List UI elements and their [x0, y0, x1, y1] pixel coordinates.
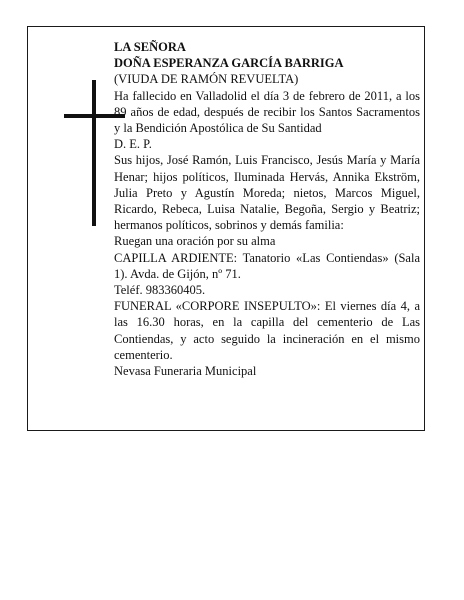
- chapel-info: CAPILLA ARDIENTE: Tanatorio «Las Contiendas» (Sala 1). Avda. de Gijón, nº 71.: [114, 250, 420, 281]
- phone-number: Teléf. 983360405.: [114, 283, 206, 298]
- death-notice-paragraph: Ha fallecido en Valladolid el día 3 de febrero de 2011, a los 89 años de edad, después de recibir los Santos Sacramentos y la Bendición Apostólica de Su Santidad: [114, 88, 420, 136]
- rip-line: D. E. P.: [114, 137, 152, 152]
- obituary-text: [114, 39, 420, 379]
- widow-subtitle: (VIUDA DE RAMÓN REVUELTA): [114, 72, 299, 87]
- deceased-name: DOÑA ESPERANZA GARCÍA BARRIGA: [114, 56, 344, 71]
- family-paragraph: Sus hijos, José Ramón, Luis Francisco, Jesús María y María Henar; hijos políticos, Iluminada Hervás, Annika Ekström, Julia Preto y Agustín Moreda; nietos, Marcos Miguel, Ricardo, Rebeca, Luisa Natalie, Begoña, Sergio y Beatriz; hermanos políticos, sobrinos y demás familia:: [114, 153, 420, 233]
- funeral-info: FUNERAL «CORPORE INSEPULTO»: El viernes día 4, a las 16.30 horas, en la capilla del cementerio de Las Contiendas, y acto seguido la incineración en el mismo cementerio.: [114, 299, 420, 362]
- prayer-request: Ruegan una oración por su alma: [114, 234, 276, 249]
- funeral-home: Nevasa Funeraria Municipal: [114, 364, 257, 379]
- cross-vertical-bar: [92, 80, 96, 226]
- title-line-1: LA SEÑORA: [114, 40, 186, 54]
